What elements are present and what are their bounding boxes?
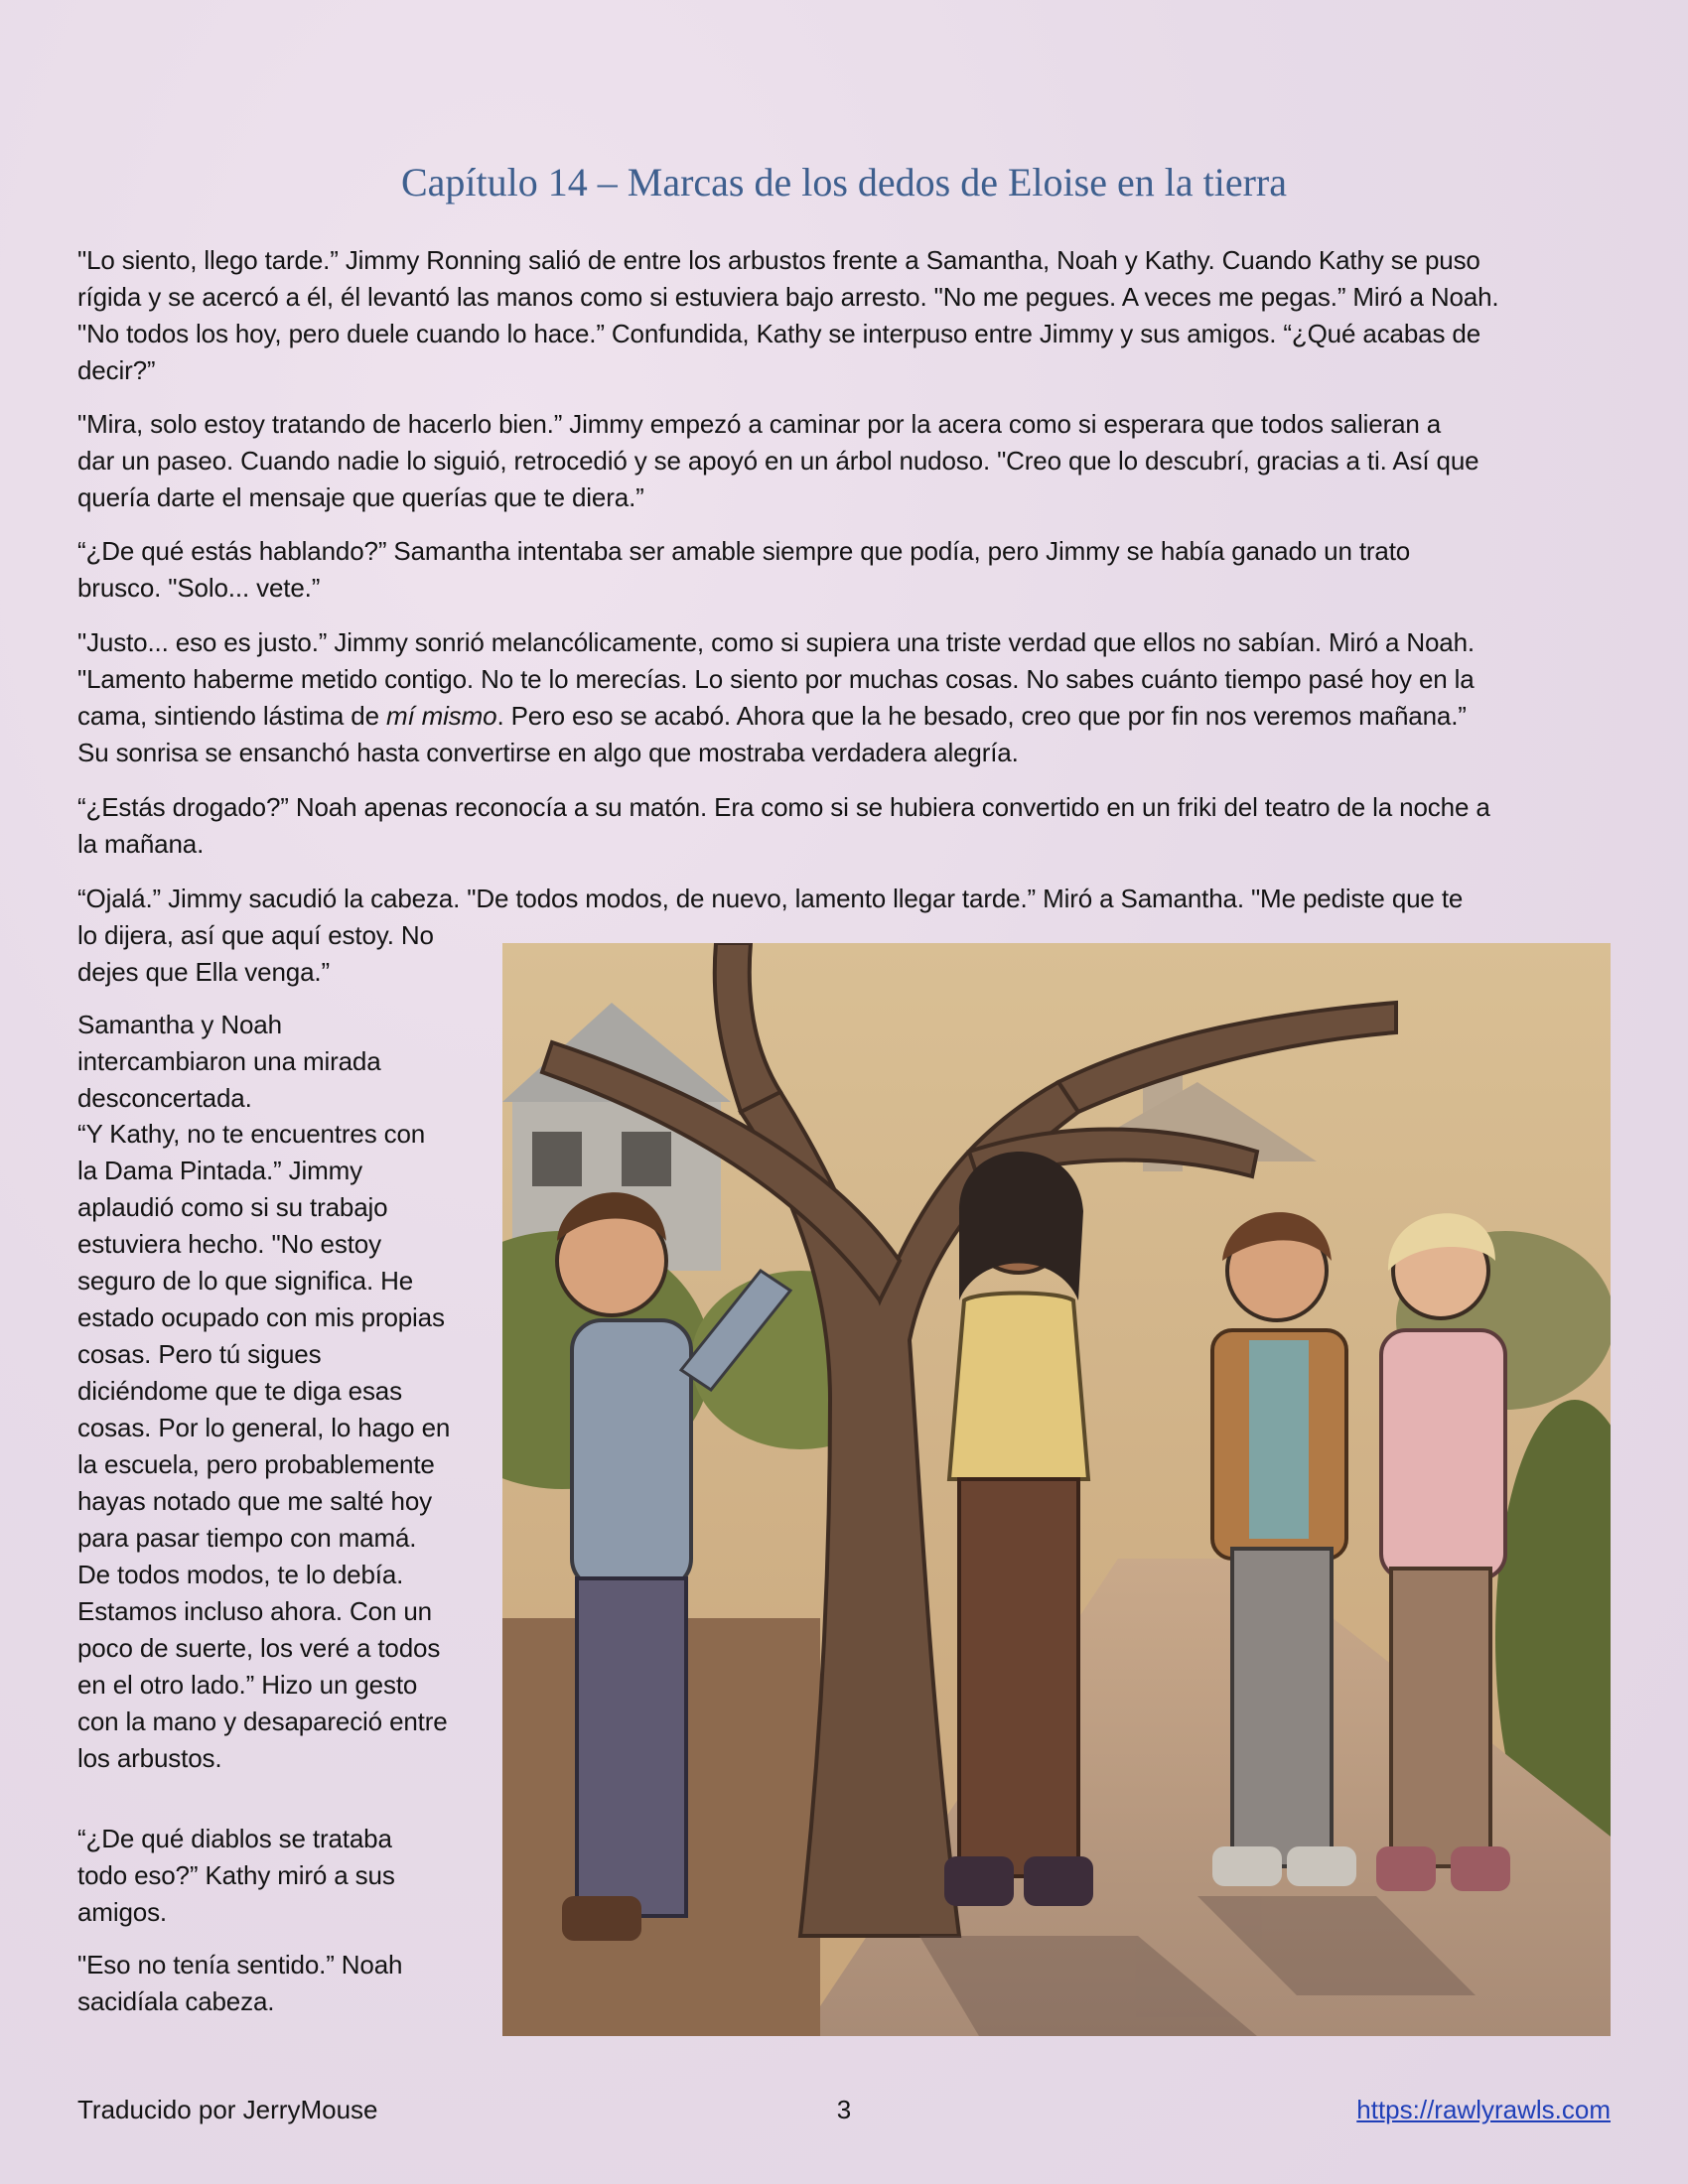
text-line: seguro de lo que significa. He bbox=[77, 1266, 414, 1296]
paragraph bbox=[77, 1821, 485, 1931]
text-line: decir?” bbox=[77, 355, 156, 385]
text-line: rígida y se acercó a él, él levantó las manos como si estuviera bajo arresto. "No me pegues. A veces me pegas.” Miró a Noah. bbox=[77, 282, 1499, 312]
text-line: la mañana. bbox=[77, 829, 205, 859]
translator-credit: Traducido por JerryMouse bbox=[77, 2095, 378, 2124]
text-line: Samantha y Noah bbox=[77, 1010, 282, 1039]
text-line: desconcertada. bbox=[77, 1083, 252, 1113]
paragraph bbox=[77, 1947, 485, 2020]
paragraph bbox=[77, 1116, 485, 1777]
figure-samantha bbox=[944, 1152, 1093, 1906]
paragraph bbox=[77, 624, 1612, 771]
text-line: Su sonrisa se ensanchó hasta convertirse en algo que mostraba verdadera alegría. bbox=[77, 738, 1019, 767]
text-line: todo eso?” Kathy miró a sus bbox=[77, 1860, 395, 1890]
chapter-title: Capítulo 14 – Marcas de los dedos de Eloise en la tierra bbox=[401, 160, 1287, 205]
text-line: estado ocupado con mis propias bbox=[77, 1302, 445, 1332]
paragraph bbox=[77, 789, 1612, 863]
italic-text: mí mismo bbox=[386, 701, 497, 731]
text-line: Estamos incluso ahora. Con un bbox=[77, 1596, 432, 1626]
text-line: "Mira, solo estoy tratando de hacerlo bien.” Jimmy empezó a caminar por la acera como si esperara que todos salieran a bbox=[77, 409, 1442, 439]
text-line: poco de suerte, los veré a todos bbox=[77, 1633, 441, 1663]
paragraph bbox=[77, 533, 1612, 607]
text-line: lo dijera, así que aquí estoy. No bbox=[77, 920, 434, 950]
paragraph bbox=[77, 242, 1612, 389]
paragraph bbox=[77, 1007, 485, 1117]
text-line: los arbustos. bbox=[77, 1743, 222, 1773]
text-run: . Pero eso se acabó. Ahora que la he besado, creo que por fin nos veremos mañana.” bbox=[496, 701, 1467, 731]
text-line: "Justo... eso es justo.” Jimmy sonrió melancólicamente, como si supiera una triste verdad que ellos no sabían. Miró a Noah. bbox=[77, 627, 1476, 657]
page-number: 3 bbox=[836, 2095, 852, 2124]
website-link[interactable]: https://rawlyrawls.com bbox=[1356, 2095, 1611, 2124]
text-line: cosas. Por lo general, lo hago en bbox=[77, 1413, 451, 1442]
text-line: estuviera hecho. "No estoy bbox=[77, 1229, 381, 1259]
text-line: diciéndome que te diga esas bbox=[77, 1376, 402, 1406]
text-line: dar un paseo. Cuando nadie lo siguió, retrocedió y se apoyó en un árbol nudoso. "Creo que lo descubrí, gracias a ti. Así que bbox=[77, 446, 1479, 476]
text-line: brusco. "Solo... vete.” bbox=[77, 573, 321, 603]
text-run: cama, sintiendo lástima de bbox=[77, 701, 386, 731]
text-line: “¿De qué estás hablando?” Samantha intentaba ser amable siempre que podía, pero Jimmy se había ganado un trato bbox=[77, 536, 1411, 566]
paragraph bbox=[77, 406, 1612, 516]
text-line: hayas notado que me salté hoy bbox=[77, 1486, 433, 1516]
text-line: amigos. bbox=[77, 1897, 167, 1927]
text-line: "No todos los hoy, pero duele cuando lo hace.” Confundida, Kathy se interpuso entre Jimmy y sus amigos. “¿Qué acabas de bbox=[77, 319, 1481, 348]
text-line: "Lamento haberme metido contigo. No te lo merecías. Lo siento por muchas cosas. No sabes cuánto tiempo pasé hoy en la bbox=[77, 664, 1475, 694]
text-line: quería darte el mensaje que querías que te diera.” bbox=[77, 482, 644, 512]
text-line: “Ojalá.” Jimmy sacudió la cabeza. "De todos modos, de nuevo, lamento llegar tarde.” Miró a Samantha. "Me pediste que te bbox=[77, 884, 1464, 913]
text-line: la Dama Pintada.” Jimmy bbox=[77, 1156, 362, 1185]
text-line: De todos modos, te lo debía. bbox=[77, 1560, 404, 1589]
text-line: “Y Kathy, no te encuentres con bbox=[77, 1119, 426, 1149]
text-line: dejes que Ella venga.” bbox=[77, 957, 330, 987]
text-line: "Eso no tenía sentido.” Noah bbox=[77, 1950, 403, 1979]
text-line: aplaudió como si su trabajo bbox=[77, 1192, 388, 1222]
text-line: sacidíala cabeza. bbox=[77, 1986, 275, 2016]
text-line: "Lo siento, llego tarde.” Jimmy Ronning salió de entre los arbustos frente a Samantha, Noah y Kathy. Cuando Kathy se puso bbox=[77, 245, 1480, 275]
text-line: en el otro lado.” Hizo un gesto bbox=[77, 1670, 418, 1700]
text-line: con la mano y desapareció entre bbox=[77, 1706, 448, 1736]
text-line: “¿Estás drogado?” Noah apenas reconocía a su matón. Era como si se hubiera convertido en un friki del teatro de la noche a bbox=[77, 792, 1490, 822]
text-line: para pasar tiempo con mamá. bbox=[77, 1523, 417, 1553]
text-line: cosas. Pero tú sigues bbox=[77, 1339, 322, 1369]
text-line: “¿De qué diablos se trataba bbox=[77, 1824, 392, 1853]
text-line: la escuela, pero probablemente bbox=[77, 1449, 435, 1479]
text-line bbox=[77, 698, 1612, 735]
text-line: intercambiaron una mirada bbox=[77, 1046, 381, 1076]
story-illustration bbox=[502, 943, 1611, 2036]
